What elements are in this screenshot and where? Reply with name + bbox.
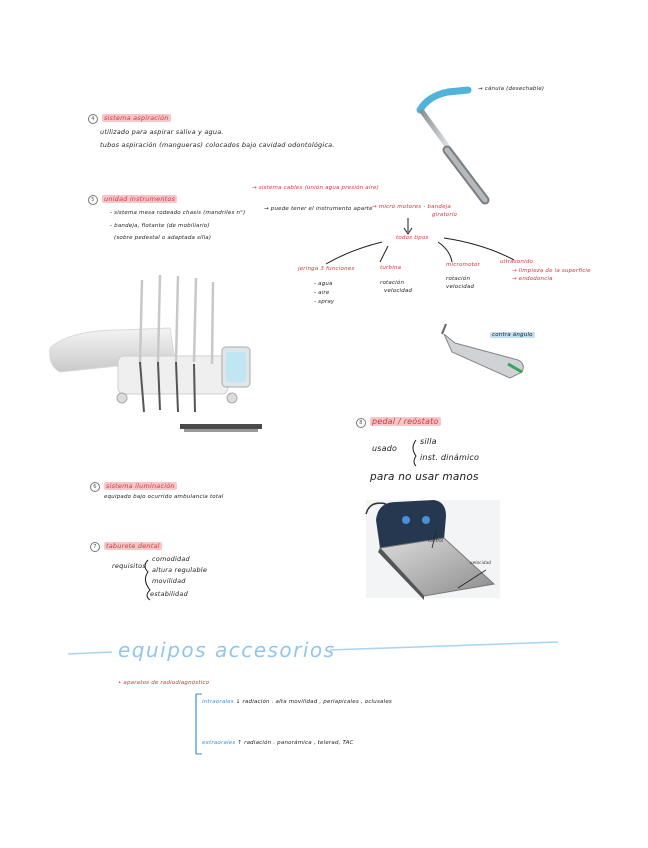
section-pedal-heading: [356, 416, 441, 428]
pedal-arrow-label-2: velocidad: [470, 560, 492, 565]
branch-item: → endodoncia: [512, 276, 553, 282]
instrumentos-bullet-2: - bandeja, flotante (de mobiliario): [110, 223, 210, 229]
branch-item: velocidad: [384, 288, 413, 294]
branch-label: ultrasonido: [500, 259, 534, 265]
section-title: sistema iluminación: [106, 482, 175, 490]
branch-item: - aire: [314, 290, 330, 296]
section-title: unidad instrumentos: [104, 195, 176, 203]
taburete-item: comodidad: [152, 555, 190, 563]
equipos-title: equipos accesorios: [118, 638, 336, 662]
taburete-item: altura regulable: [152, 566, 208, 574]
branch-item: velocidad: [446, 284, 475, 290]
pedal-option-1: silla: [420, 437, 437, 446]
equipos-bullet: • aparatos de radiodiagnóstico: [118, 680, 210, 686]
branch-item: rotación: [446, 276, 471, 282]
section-title: sistema aspiración: [104, 114, 169, 122]
pedal-arrow-label-1: control: [428, 538, 444, 543]
cannula-label: → cánula (desechable): [478, 86, 545, 92]
section-number: 5: [88, 195, 98, 205]
section-title: pedal / reóstato: [372, 417, 439, 426]
contra-angulo-label: [490, 332, 535, 339]
taburete-item: estabilidad: [150, 590, 188, 598]
pedal-option-2: inst. dinámico: [420, 453, 480, 462]
taburete-item: movilidad: [152, 577, 186, 585]
extraoral-label: extraorales: [202, 740, 236, 746]
branch-label: micromotor: [446, 262, 481, 268]
instrumentos-line-3: (sobre pedestal o adaptada silla): [114, 235, 212, 241]
section-instrumentos-heading: [88, 195, 177, 205]
aspiracion-line-2: tubos aspiración (mangueras) colocados bajo cavidad odontológica.: [100, 141, 335, 149]
intraoral-row: [202, 699, 392, 706]
mindmap-arrow-top: → sistema cables (unión agua presión aire): [252, 185, 379, 191]
contra-angulo-text: contra ángulo: [492, 332, 533, 338]
section-aspiracion-heading: [88, 114, 171, 124]
mindmap-center: todos tipos: [396, 235, 429, 241]
branch-item: rotación: [380, 280, 405, 286]
pedal-line-2: para no usar manos: [370, 471, 479, 483]
iluminacion-line-1: equipado bajo ocurrido ambulancia total: [104, 494, 224, 500]
section-taburete-heading: [90, 542, 162, 552]
intraoral-text: ↓ radiación . alta movilidad , periapicales , oclusales: [235, 699, 392, 705]
aspiracion-line-1: utilizado para aspirar saliva y agua.: [100, 128, 224, 136]
mindmap-arrow-left: → puede tener el instrumento aparte: [264, 206, 373, 212]
pedal-usado: usado: [372, 444, 398, 453]
section-number: 6: [90, 482, 100, 492]
branch-label: jeringa 3 funciones: [298, 266, 355, 272]
branch-item: - spray: [314, 299, 335, 305]
intraoral-label: intraorales: [202, 699, 234, 705]
section-number: 8: [356, 418, 366, 428]
taburete-requisitos: requisitos: [112, 562, 146, 570]
section-iluminacion-heading: [90, 482, 177, 492]
branch-item: → limpieza de la superficie: [512, 268, 591, 274]
section-number: 4: [88, 114, 98, 124]
section-title: taburete dental: [106, 542, 160, 550]
section-number: 7: [90, 542, 100, 552]
extraoral-row: [202, 740, 354, 747]
mindmap-arrow-right: → micro motores - bandeja: [372, 204, 451, 210]
extraoral-text: ↑ radiación . panorámica , telerad, TAC: [237, 740, 354, 746]
mindmap-right-sub: giratorio: [432, 212, 458, 218]
instrumentos-bullet-1: - sistema mesa rodeado chasis (mandriles n°): [110, 210, 246, 216]
branch-label: turbina: [380, 265, 402, 271]
branch-item: - agua: [314, 281, 333, 287]
